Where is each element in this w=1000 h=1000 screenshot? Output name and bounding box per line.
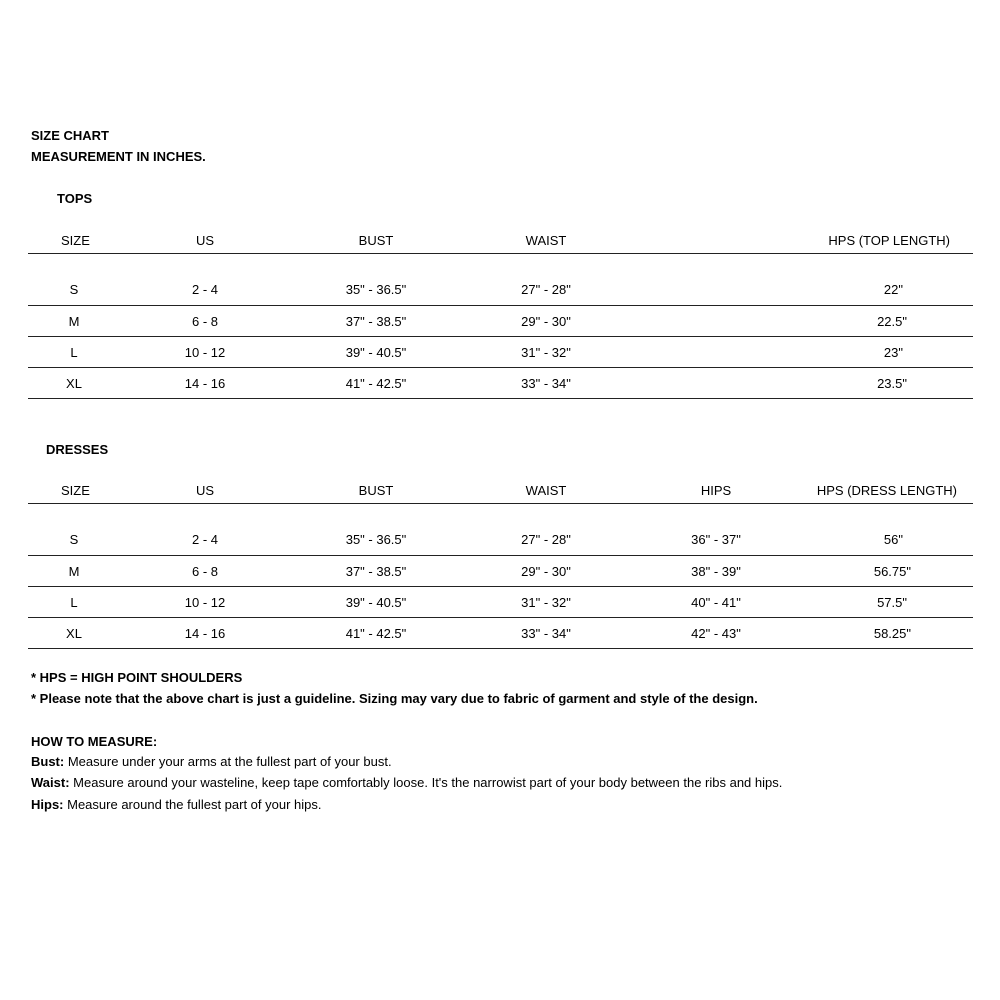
dresses-cell: 27" - 28" <box>521 532 571 547</box>
tops-cell: 31" - 32" <box>521 344 571 360</box>
table-row <box>28 254 973 306</box>
dresses-cell: 2 - 4 <box>191 532 218 547</box>
table-row <box>28 618 973 649</box>
tops-cell: 37" - 38.5" <box>345 313 407 329</box>
tops-cell: L <box>70 344 78 360</box>
bust-term: Bust: <box>31 754 65 769</box>
table-row <box>28 504 973 556</box>
table-row <box>28 306 973 337</box>
dresses-cell: 14 - 16 <box>184 625 226 641</box>
tops-cell: 39" - 40.5" <box>345 344 407 360</box>
tops-header-row <box>28 227 973 254</box>
tops-col-us: US <box>195 232 215 248</box>
tops-cell: 10 - 12 <box>184 344 226 360</box>
page-subtitle: MEASUREMENT IN INCHES. <box>31 149 206 164</box>
dresses-cell: 56.75" <box>873 563 911 579</box>
how-to-bust <box>31 754 392 769</box>
tops-cell: S <box>69 282 79 297</box>
table-row <box>28 337 973 368</box>
tops-cell: 22" <box>883 282 903 297</box>
how-to-hips <box>31 797 322 812</box>
dresses-cell: 57.5" <box>877 594 907 610</box>
dresses-cell: 6 - 8 <box>191 563 218 579</box>
dresses-cell: M <box>68 563 80 579</box>
dresses-col-us: US <box>195 482 215 498</box>
dresses-heading: DRESSES <box>46 442 109 457</box>
waist-text: Measure around your wasteline, keep tape comfortably loose. It's the narrowist part of your body between the ribs and hips. <box>73 775 783 790</box>
dresses-col-waist: WAIST <box>525 482 567 498</box>
table-row <box>28 587 973 618</box>
tops-cell: 41" - 42.5" <box>345 375 407 391</box>
tops-col-size: SIZE <box>61 232 90 248</box>
tops-table <box>28 227 973 399</box>
dresses-cell: 33" - 34" <box>521 625 571 641</box>
dresses-cell: XL <box>66 625 82 641</box>
tops-cell: 29" - 30" <box>521 313 571 329</box>
tops-cell: 27" - 28" <box>521 282 571 297</box>
tops-cell: 33" - 34" <box>521 375 571 391</box>
tops-cell: 35" - 36.5" <box>345 282 407 297</box>
bust-text: Measure under your arms at the fullest part of your bust. <box>67 754 392 769</box>
dresses-cell: 38" - 39" <box>691 563 741 579</box>
dresses-col-bust: BUST <box>358 482 394 498</box>
dresses-cell: 41" - 42.5" <box>345 625 407 641</box>
dresses-table <box>28 477 973 649</box>
tops-col-waist: WAIST <box>525 232 567 248</box>
page-title: SIZE CHART <box>31 128 109 143</box>
note-guideline: * Please note that the above chart is just a guideline. Sizing may vary due to fabric of garment and style of the design. <box>31 691 758 706</box>
dresses-cell: 31" - 32" <box>521 594 571 610</box>
table-row <box>28 368 973 399</box>
tops-heading: TOPS <box>57 191 93 206</box>
hips-term: Hips: <box>31 797 64 812</box>
how-to-waist <box>31 775 782 790</box>
tops-cell: 14 - 16 <box>184 375 226 391</box>
dresses-col-size: SIZE <box>61 482 90 498</box>
dresses-cell: 29" - 30" <box>521 563 571 579</box>
dresses-cell: 36" - 37" <box>691 532 741 547</box>
dresses-header-row <box>28 477 973 504</box>
how-to-measure-heading: HOW TO MEASURE: <box>31 734 158 749</box>
tops-cell: 2 - 4 <box>191 282 218 297</box>
tops-cell: M <box>68 313 80 329</box>
dresses-cell: S <box>69 532 79 547</box>
dresses-cell: 35" - 36.5" <box>345 532 407 547</box>
dresses-cell: L <box>70 594 78 610</box>
dresses-cell: 10 - 12 <box>184 594 226 610</box>
tops-col-hps: HPS (TOP LENGTH) <box>828 232 950 248</box>
hips-text: Measure around the fullest part of your hips. <box>67 797 322 812</box>
table-row <box>28 556 973 587</box>
dresses-col-hips: HIPS <box>700 482 732 498</box>
tops-cell: 22.5" <box>877 313 907 329</box>
tops-col-bust: BUST <box>358 232 394 248</box>
tops-cell: 23" <box>883 344 903 360</box>
dresses-cell: 37" - 38.5" <box>345 563 407 579</box>
dresses-cell: 58.25" <box>873 625 911 641</box>
dresses-cell: 39" - 40.5" <box>345 594 407 610</box>
tops-cell: 6 - 8 <box>191 313 218 329</box>
tops-cell: XL <box>66 375 82 391</box>
dresses-col-hps: HPS (DRESS LENGTH) <box>816 482 957 498</box>
tops-cell: 23.5" <box>877 375 907 391</box>
dresses-cell: 40" - 41" <box>691 594 741 610</box>
waist-term: Waist: <box>31 775 70 790</box>
dresses-cell: 56" <box>883 532 903 547</box>
dresses-cell: 42" - 43" <box>691 625 741 641</box>
note-hps: * HPS = HIGH POINT SHOULDERS <box>31 670 243 685</box>
